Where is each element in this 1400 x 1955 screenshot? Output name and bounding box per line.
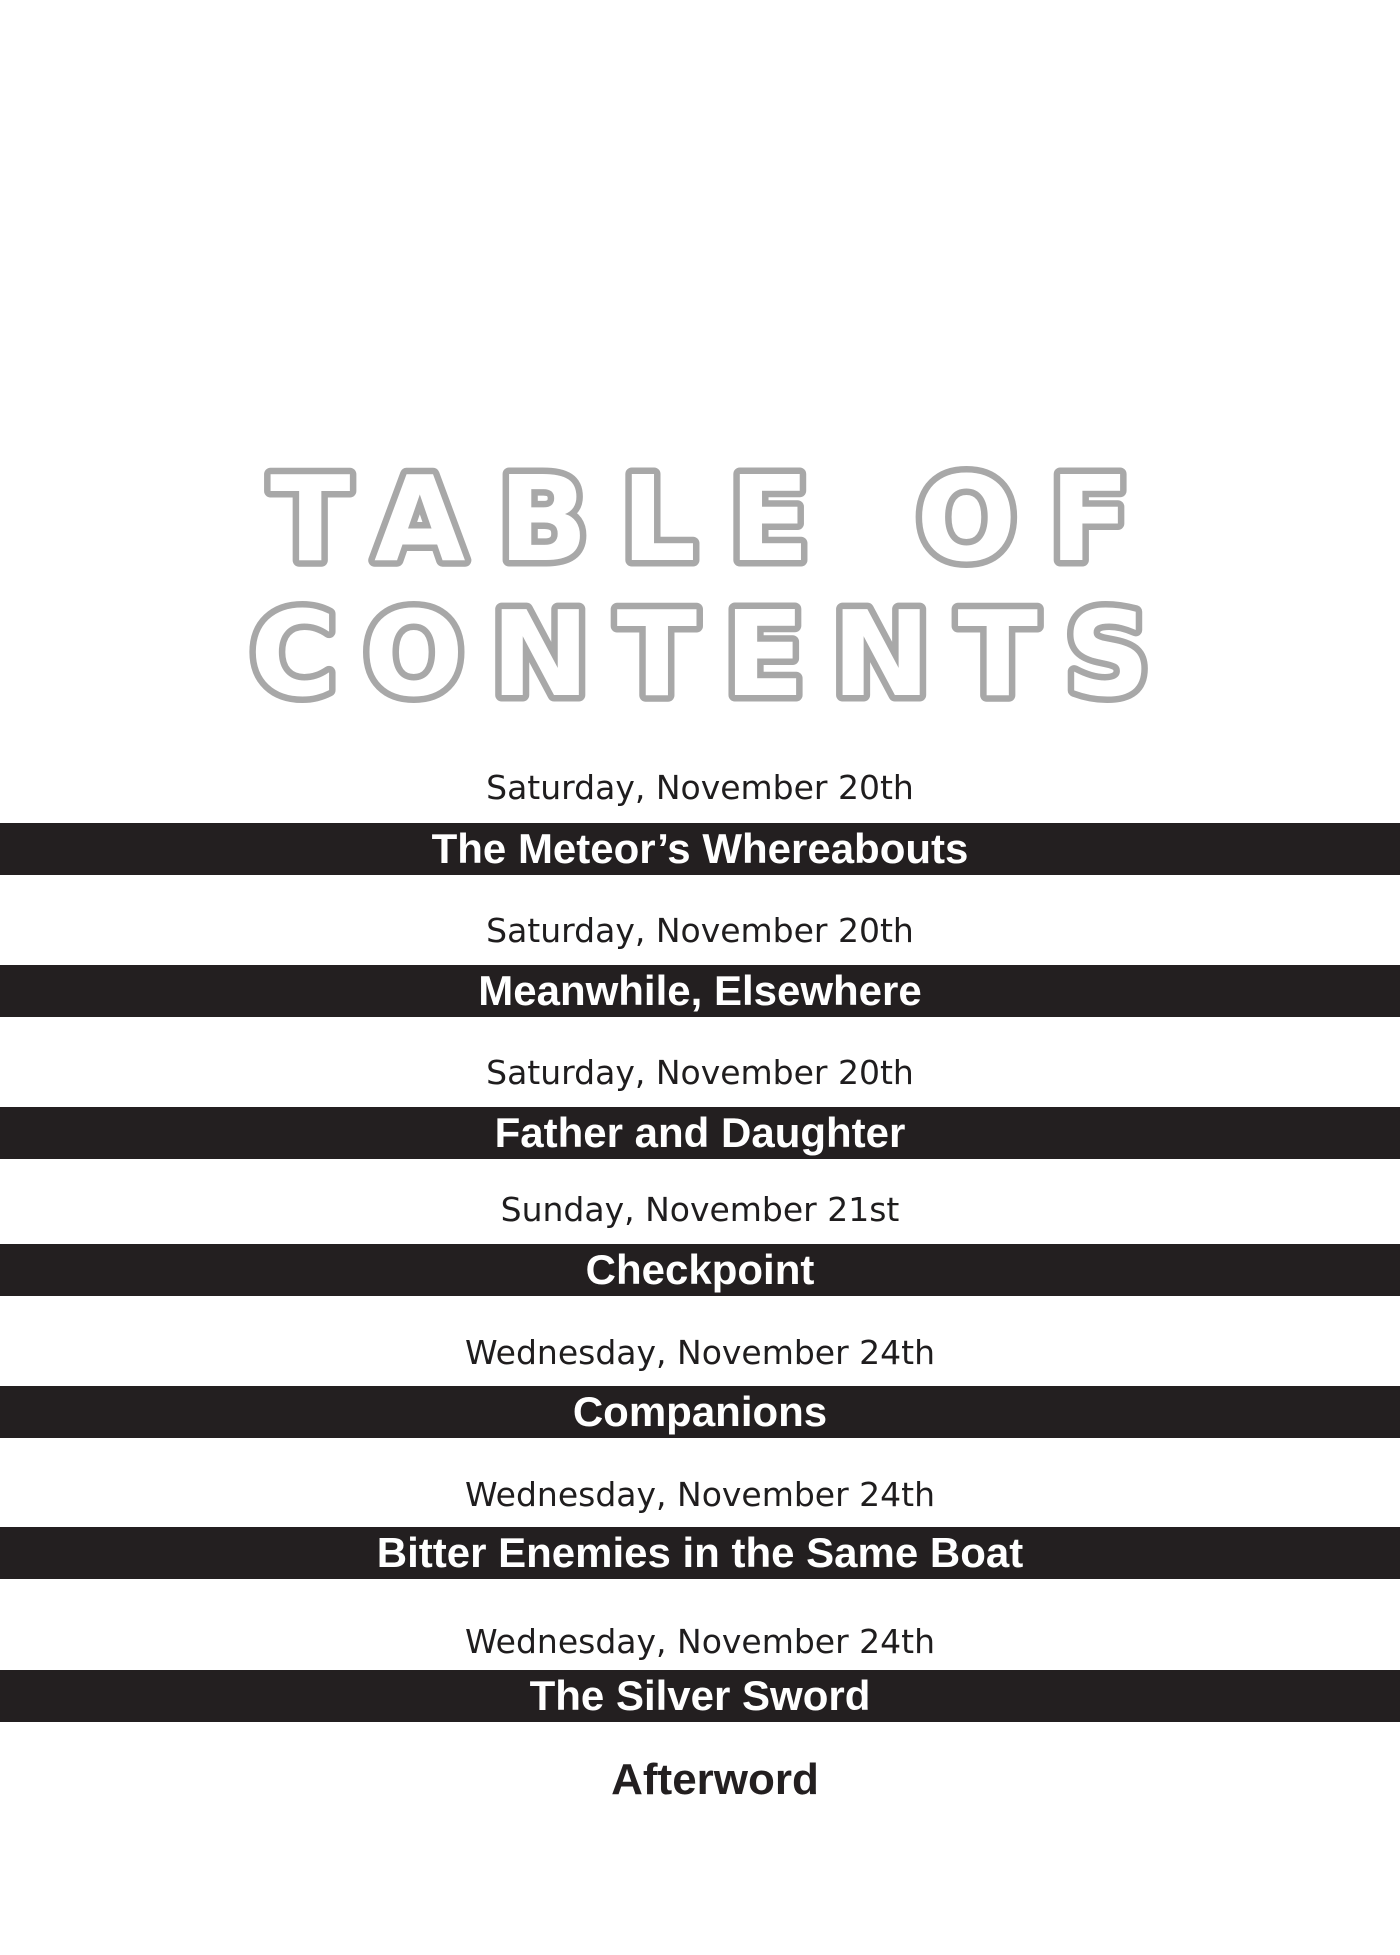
- entry-title[interactable]: Companions: [0, 1386, 1400, 1438]
- entry-title[interactable]: Checkpoint: [0, 1244, 1400, 1296]
- entry-date: Sunday, November 21st: [500, 1190, 900, 1229]
- toc-heading-line1: TABLE OF: [270, 450, 1130, 588]
- entry-date: Saturday, November 20th: [486, 1053, 914, 1092]
- entry-date: Saturday, November 20th: [486, 911, 914, 950]
- afterword-title[interactable]: Afterword: [611, 1755, 819, 1804]
- entry-title[interactable]: Father and Daughter: [0, 1107, 1400, 1159]
- entry-title[interactable]: The Meteor’s Whereabouts: [0, 823, 1400, 875]
- entry-date: Wednesday, November 24th: [464, 1622, 936, 1661]
- entry-date: Saturday, November 20th: [486, 768, 914, 807]
- toc-heading-line2: CONTENTS: [250, 585, 1150, 723]
- toc-heading: [0, 430, 1400, 730]
- entry-title[interactable]: Bitter Enemies in the Same Boat: [0, 1527, 1400, 1579]
- entry-title[interactable]: Meanwhile, Elsewhere: [0, 965, 1400, 1017]
- entry-date: Wednesday, November 24th: [464, 1333, 936, 1372]
- entry-title[interactable]: The Silver Sword: [0, 1670, 1400, 1722]
- entry-date: Wednesday, November 24th: [464, 1475, 936, 1514]
